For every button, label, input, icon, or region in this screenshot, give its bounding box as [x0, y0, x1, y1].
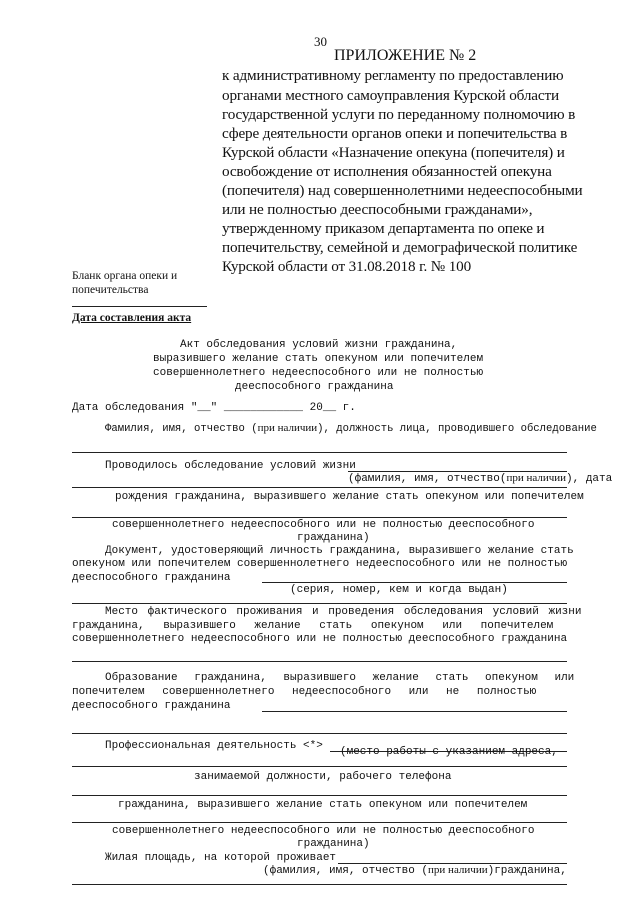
official-fio-text: ), должность лица, проводившего обследование: [317, 423, 597, 435]
act-title: дееспособного гражданина: [235, 381, 394, 393]
hint-text: ), дата: [566, 473, 613, 485]
hint-text: (фамилия, имя, отчество(: [348, 473, 507, 485]
fill-line: [72, 795, 567, 796]
appendix-line: к административному регламенту по предоставлению: [222, 67, 564, 84]
hint-text: (фамилия, имя, отчество (: [263, 865, 429, 877]
fill-line: [72, 766, 567, 767]
fill-line: [72, 822, 567, 823]
document-hint: (серия, номер, кем и когда выдан): [290, 584, 508, 596]
appendix-line: утвержденному приказом департамента по опеке и: [222, 220, 545, 237]
conducted-text: рождения гражданина, выразившего желание стать опекуном или попечителем: [115, 491, 584, 503]
fill-line: [72, 733, 567, 734]
fill-line: [72, 487, 567, 488]
education-text: попечителем совершеннолетнего недееспособного или не полностью: [72, 686, 537, 698]
fill-line: [72, 517, 567, 518]
appendix-line: Курской области «Назначение опекуна (попечителя) и: [222, 144, 565, 161]
residence-text: [105, 606, 582, 618]
conducted-text: совершеннолетнего недееспособного или не полностью дееспособного: [112, 519, 535, 531]
appendix-line: органами местного самоуправления Курской области: [222, 87, 559, 104]
fill-line: [262, 711, 567, 712]
presence-note: при наличии: [257, 422, 318, 434]
appendix-line: государственной услуги по переданному полномочию в: [222, 106, 576, 123]
residence-line: Место фактического проживания и проведения обследования условий жизни: [105, 606, 582, 618]
blank-label: попечительства: [72, 284, 149, 296]
blank-label: Бланк органа опеки и: [72, 270, 178, 282]
act-date-label: Дата составления акта: [72, 312, 192, 324]
profession-label: Профессиональная деятельность <*>: [105, 740, 323, 752]
act-title: выразившего желание стать опекуном или попечителем: [153, 353, 484, 365]
residence-text: гражданина, выразившего желание стать опекуном или попечителем: [72, 620, 554, 632]
survey-date: Дата обследования "__" ____________ 20__ г.: [72, 402, 356, 414]
fill-line: [72, 661, 567, 662]
official-fio-text: Фамилия, имя, отчество (: [105, 423, 258, 435]
fill-line: [72, 452, 567, 453]
residence-text: совершеннолетнего недееспособного или не полностью дееспособного гражданина: [72, 633, 568, 645]
education-text: дееспособного гражданина: [72, 700, 231, 712]
profession-text: гражданина): [297, 838, 370, 850]
appendix-line: освобождение от исполнения обязанностей опекуна: [222, 163, 552, 180]
page-number: 30: [314, 34, 327, 49]
presence-note: при наличии: [506, 472, 567, 484]
appendix-line: попечительству, семейной и демографической политике: [222, 239, 578, 256]
act-title: Акт обследования условий жизни гражданина,: [180, 339, 458, 351]
hint-text: )гражданина,: [487, 865, 567, 877]
profession-hint: (место работы с указанием адреса,: [340, 746, 558, 758]
appendix-line: (попечителя) над совершеннолетними недееспособными: [222, 182, 583, 199]
living-space-label: Жилая площадь, на которой проживает: [105, 852, 337, 864]
profession-text: совершеннолетнего недееспособного или не полностью дееспособного: [112, 825, 535, 837]
act-title: совершеннолетнего недееспособного или не полностью: [153, 367, 484, 379]
document-text: опекуном или попечителем совершеннолетнего недееспособного или не полностью: [72, 558, 568, 570]
profession-hint: занимаемой должности, рабочего телефона: [194, 771, 452, 783]
appendix-title: ПРИЛОЖЕНИЕ № 2: [334, 47, 477, 64]
fill-line: [262, 582, 567, 583]
profession-text: гражданина, выразившего желание стать опекуном или попечителем: [118, 799, 528, 811]
appendix-line: или не полностью дееспособными гражданами»,: [222, 201, 533, 218]
living-space-hint: [263, 864, 567, 877]
fill-line: [72, 603, 567, 604]
conducted-label: Проводилось обследование условий жизни: [105, 460, 356, 472]
conducted-hint: [348, 472, 612, 485]
appendix-line: сфере деятельности органов опеки и попечительства в: [222, 125, 568, 142]
conducted-text: гражданина): [297, 532, 370, 544]
blank-signature-line: [72, 306, 207, 307]
official-fio-label: [105, 422, 597, 435]
education-text: Образование гражданина, выразившего желание стать опекуном или: [105, 672, 575, 684]
document-text: Документ, удостоверяющий личность гражданина, выразившего желание стать: [105, 545, 574, 557]
appendix-line: Курской области от 31.08.2018 г. № 100: [222, 258, 472, 275]
document-text: дееспособного гражданина: [72, 572, 231, 584]
fill-line: [72, 884, 567, 885]
presence-note: при наличии: [428, 864, 488, 876]
